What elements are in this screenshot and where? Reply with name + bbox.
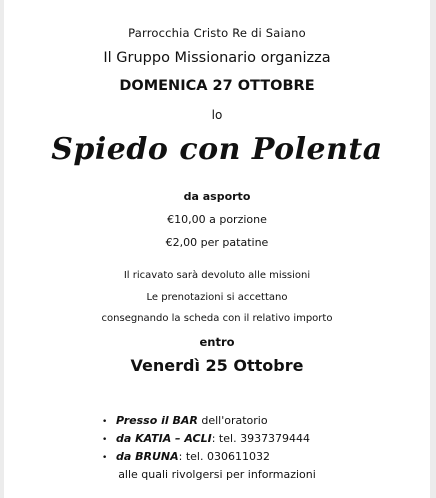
contact-item-katia bbox=[102, 430, 310, 448]
proceeds-note: Il ricavato sarà devoluto alle missioni bbox=[123, 270, 311, 281]
parish-name: Parrocchia Cristo Re di Saiano bbox=[128, 26, 306, 40]
takeaway-label: da asporto bbox=[183, 190, 251, 203]
event-date: DOMENICA 27 OTTOBRE bbox=[119, 78, 315, 94]
event-title: Spiedo con Polenta bbox=[51, 132, 383, 167]
contact-item-bar bbox=[102, 412, 310, 430]
flyer-page bbox=[4, 0, 430, 498]
price-portion: €10,00 a porzione bbox=[167, 213, 267, 226]
contact-detail: : tel. 030611032 bbox=[178, 450, 270, 463]
contact-lead: da KATIA – ACLI bbox=[116, 432, 212, 445]
bullet-icon: • bbox=[102, 417, 108, 427]
contact-detail: dell'oratorio bbox=[197, 414, 268, 427]
price-fries: €2,00 per patatine bbox=[165, 236, 269, 249]
contact-item-bruna bbox=[102, 448, 310, 466]
delivery-note: consegnando la scheda con il relativo importo bbox=[101, 313, 333, 324]
contact-lead: Presso il BAR bbox=[116, 414, 198, 427]
bullet-icon: • bbox=[102, 435, 108, 445]
contact-lead: da BRUNA bbox=[116, 450, 179, 463]
booking-note: Le prenotazioni si accettano bbox=[146, 292, 288, 303]
deadline-word: entro bbox=[199, 335, 235, 349]
contact-detail: : tel. 3937379444 bbox=[211, 432, 311, 445]
deadline-date: Venerdì 25 Ottobre bbox=[130, 356, 304, 375]
bullet-icon: • bbox=[102, 453, 108, 463]
contact-list bbox=[102, 412, 310, 466]
article-text: lo bbox=[211, 108, 223, 122]
closing-note: alle quali rivolgersi per informazioni bbox=[118, 468, 316, 481]
organizer-line: Il Gruppo Missionario organizza bbox=[103, 50, 331, 66]
